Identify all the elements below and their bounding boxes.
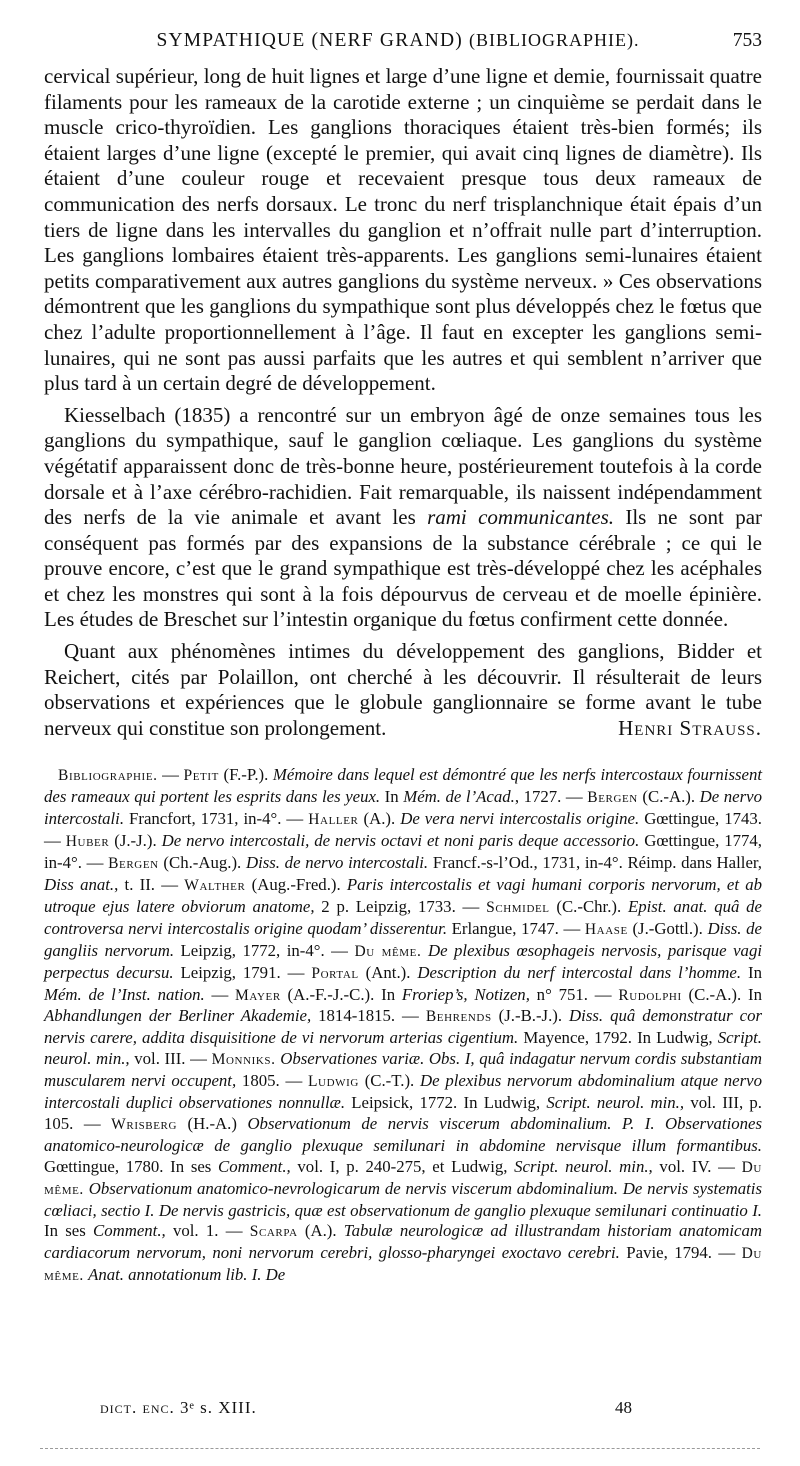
bib-text: (J.-J.).: [109, 831, 162, 851]
bottom-dashed-rule: [40, 1448, 760, 1449]
bib-text: Mayence, 1792. In Ludwig,: [518, 1028, 718, 1048]
bib-title: De nervo intercostali, de nervis octavi et noni paris deque accessorio.: [161, 831, 640, 851]
paragraph-3-text: Quant aux phénomènes intimes du développement des ganglions, Bidder et Reichert, cités par Polaillon, ont cherché à les découvrir. Il résulterait de leurs observations et expériences que le globule ganglionnaire se forme avant le tube nerveux qui constitue son prolongement.: [44, 639, 762, 740]
running-head-sub: (BIBLIOGRAPHIE).: [469, 30, 640, 50]
bib-text: (H.-A.): [177, 1113, 248, 1133]
bib-text: (C.-A.). In: [681, 984, 762, 1004]
bib-author: Du même.: [354, 942, 422, 960]
bib-title: De nervo intercostali.: [44, 787, 762, 829]
bib-text: Gœttingue, 1780. In ses: [44, 1156, 219, 1176]
running-head-title: [44, 30, 712, 52]
main-text: [44, 64, 762, 741]
paragraph-2: [44, 403, 762, 633]
bib-text: n° 751. —: [529, 984, 619, 1004]
bib-author: Bergen: [587, 789, 638, 807]
bib-title: Script. neurol. min.,: [514, 1156, 653, 1176]
bib-title: Comment.,: [93, 1221, 166, 1241]
bib-text: 2 p. Leipzig, 1733. —: [314, 896, 487, 916]
signature-abbr: dict. enc.: [100, 1398, 175, 1417]
bib-author: Wrisberg: [111, 1115, 178, 1133]
sheet-number: 48: [615, 1398, 632, 1417]
bib-author: Haase: [584, 920, 628, 938]
bib-title: Observationes variæ. Obs. I, quâ indagatur nervum cordis substantiam muscularem nervi occupent,: [44, 1049, 762, 1091]
bib-text: , 1727. —: [514, 787, 588, 807]
bib-text: Leipsick, 1772. In Ludwig,: [345, 1093, 547, 1113]
bib-title: De plexibus nervorum abdominalium atque nervo intercostali duplici observationes nonnullæ.: [44, 1071, 762, 1113]
bib-text: 1814-1815. —: [311, 1006, 426, 1026]
bib-title: Mém. de l’Acad.: [403, 787, 515, 807]
bib-text: In: [741, 962, 762, 982]
bib-text: (Ch.-Aug.).: [158, 853, 246, 873]
bib-title: Mémoire dans lequel est démontré que les nerfs intercostaux fournissent des rameaux qui portent les esprits dans les yeux.: [44, 765, 763, 807]
bib-author: Scarpa: [249, 1223, 298, 1241]
bib-text: (Aug.-Fred.).: [245, 874, 347, 894]
bib-text: Leipzig, 1791. —: [173, 962, 312, 982]
page-number: 753: [732, 30, 762, 51]
running-head-main: SYMPATHIQUE (NERF GRAND): [156, 30, 463, 51]
bib-text: Erlangue, 1747. —: [447, 918, 585, 938]
bib-title: Comment.,: [218, 1156, 291, 1176]
bib-author: Petit: [183, 767, 219, 785]
bib-text: —: [204, 984, 236, 1004]
bibliography: [44, 765, 762, 1287]
bib-title: Froriep’s, Notizen,: [401, 984, 530, 1004]
bib-title: Script. neurol. min.,: [44, 1028, 762, 1069]
paragraph-3: [44, 639, 762, 741]
bib-author: Walther: [184, 876, 246, 894]
author-signature: Henri Strauss.: [618, 715, 762, 740]
signature-mark: [44, 1398, 257, 1418]
bib-text: (J.-B.-J.).: [491, 1006, 570, 1026]
bib-title: Observationum anatomico-nevrologicarum de nervis viscerum abdominalium. De nervis systematis cœliaci, sectio I. De nervis gastricis, quæ est observationum de ganglio plexuque semilunari continuatio I.: [44, 1178, 763, 1220]
bib-text: vol. III, p. 105. —: [44, 1093, 762, 1133]
bib-title: Mém. de l’Inst. nation.: [44, 984, 205, 1004]
bib-author: Haller: [308, 811, 359, 829]
bib-title: Diss. quâ demonstratur cor nervis carere, addita disquisitione de vi nervorum arterias cigentium.: [44, 1006, 763, 1048]
bib-text: Francfort, 1731, in-4°. —: [124, 809, 309, 829]
bib-text: (Ant.).: [358, 962, 418, 982]
bibliography-label: Bibliographie.: [58, 767, 158, 785]
bib-author: Monniks.: [211, 1051, 276, 1069]
page-footer: [44, 1398, 762, 1418]
bib-text: (C.-A.).: [637, 787, 700, 807]
bib-author: Mayer: [235, 986, 281, 1004]
bib-text: Francf.-s-l’Od., 1731, in-4°. Réimp. dans Haller,: [428, 853, 762, 873]
bib-author: Du même.: [44, 1158, 762, 1198]
paragraph-2-end: Ils ne sont par conséquent pas formés par des expansions de la substance cérébrale ; ce qui le prouve encore, c’est que le grand sympathique est très-développé chez les acéphales et chez les monstres qui sont à la fois dépourvus de cerveau et de moelle épinière. Les études de Breschet sur l’intestin organique du fœtus confirment cette donnée.: [44, 505, 763, 632]
bib-text: In ses: [44, 1221, 93, 1241]
bib-text: Leipzig, 1772, in-4°. —: [174, 940, 355, 960]
bib-title: Diss. de nervo intercostali.: [245, 853, 429, 873]
bib-text: —: [157, 765, 184, 785]
bib-author: Ludwig: [307, 1073, 359, 1091]
bib-author: Rudolphi: [618, 986, 682, 1004]
bib-text: Gœttingue, 1743. —: [44, 809, 763, 851]
bib-title: Tabulæ neurologicæ ad illustrandam historiam anatomicam cardiacorum nervorum, noni nervorum cerebri, glosso-pharyngei exoctavo cerebri.: [44, 1221, 762, 1263]
bib-title: Diss anat.: [44, 874, 115, 894]
bib-text: Gœttingue, 1774, in-4°. —: [44, 831, 762, 873]
bib-author: Bergen: [108, 855, 159, 873]
bib-author: Du même.: [44, 1245, 762, 1285]
bib-title: Anat. annotationum lib. I. De: [88, 1265, 286, 1285]
bib-text: vol. III. —: [129, 1049, 212, 1069]
series-mark: 3ᵉ s. XIII.: [180, 1398, 257, 1417]
bib-text: vol. I, p. 240-275, et Ludwig,: [290, 1156, 515, 1176]
bib-title: De vera nervi intercostalis origine.: [400, 809, 640, 829]
bib-title: De plexibus œsophageis nervosis, parisque vagi perpectus decursu.: [44, 940, 763, 982]
bib-text: (F.-P.).: [218, 765, 273, 785]
bib-text: 1805. —: [236, 1071, 308, 1091]
bib-author: Portal: [311, 964, 359, 982]
bib-author: Huber: [65, 833, 110, 851]
bib-author: Behrends: [425, 1008, 492, 1026]
bib-text: vol. IV. —: [652, 1156, 742, 1176]
bib-text: (A.-F.-J.-C.). In: [280, 984, 402, 1004]
bib-title: Diss. de gangliis nervorum.: [44, 918, 762, 960]
bib-title: Observationum de nervis viscerum abdominalium. P. I. Observationes anatomico-neurologicæ de ganglio plexuque semilunari in abdomine nervisque illum formantibus.: [44, 1113, 762, 1155]
bib-text: (C.-Chr.).: [549, 896, 628, 916]
bib-title: Description du nerf intercostal dans l’homme.: [417, 962, 742, 982]
bib-title: Script. neurol. min.,: [546, 1093, 685, 1113]
bib-text: Pavie, 1794. —: [619, 1243, 742, 1263]
bib-title: Epist. anat. quâ de controversa nervi intercostalis origine quodam’ disserentur.: [44, 896, 762, 938]
rami-communicantes: rami communicantes.: [427, 505, 614, 530]
bib-text: (C.-T.).: [358, 1071, 421, 1091]
bib-text: vol. 1. —: [165, 1221, 250, 1241]
bib-text: (A.).: [358, 809, 401, 829]
bib-title: Abhandlungen der Berliner Akademie,: [44, 1006, 312, 1026]
bib-text: In: [380, 787, 404, 807]
bib-text: (A.).: [297, 1221, 344, 1241]
paragraph-1: cervical supérieur, long de huit lignes et large d’une ligne et demie, fournissait quatre filaments pour les rameaux de la carotide externe ; un cinquième se perdait dans le muscle crico-thyroïdien. Les ganglions thoraciques étaient très-bien formés; ils étaient larges d’une ligne (excepté le premier, qui avait cinq lignes de diamètre). Ils étaient d’une couleur rouge et recevaient presque tous deux rameaux de communication des nerfs dorsaux. Le tronc du nerf trisplanchnique était épais d’un tiers de ligne dans les intervalles du ganglion et n’offrait nulle part d’interruption. Les ganglions lombaires étaient très-apparents. Les ganglions semi-lunaires étaient petits comparativement aux autres ganglions du système nerveux. » Ces observations démontrent que les ganglions du sympathique sont plus développés chez le fœtus que chez l’adulte proportionnellement à l’âge. Il faut en excepter les ganglions semi-lunaires, qui ne sont pas aussi parfaits que les autres et qui semblent n’arriver que plus tard à un certain degré de développement.: [44, 64, 762, 396]
bib-title: Paris intercostalis et vagi humani corporis nervorum, et ab utroque ejus latere obviorum anatome,: [44, 874, 762, 916]
paragraph-2-start: Kiesselbach (1835) a rencontré sur un embryon âgé de onze semaines tous les ganglions du sympathique, sauf le ganglion cœliaque. Les ganglions du système végétatif apparaissent donc de très-bonne heure, postérieurement toutefois à la corde dorsale et à l’axe cérébro-rachidien. Fait remarquable, ils naissent indépendamment des nerfs de la vie animale et avant les: [44, 402, 762, 530]
running-head: [44, 30, 762, 64]
bib-author: Schmidel: [486, 898, 550, 916]
bib-text: , t. II. —: [114, 874, 185, 894]
bib-text: (J.-Gottl.).: [627, 918, 708, 938]
